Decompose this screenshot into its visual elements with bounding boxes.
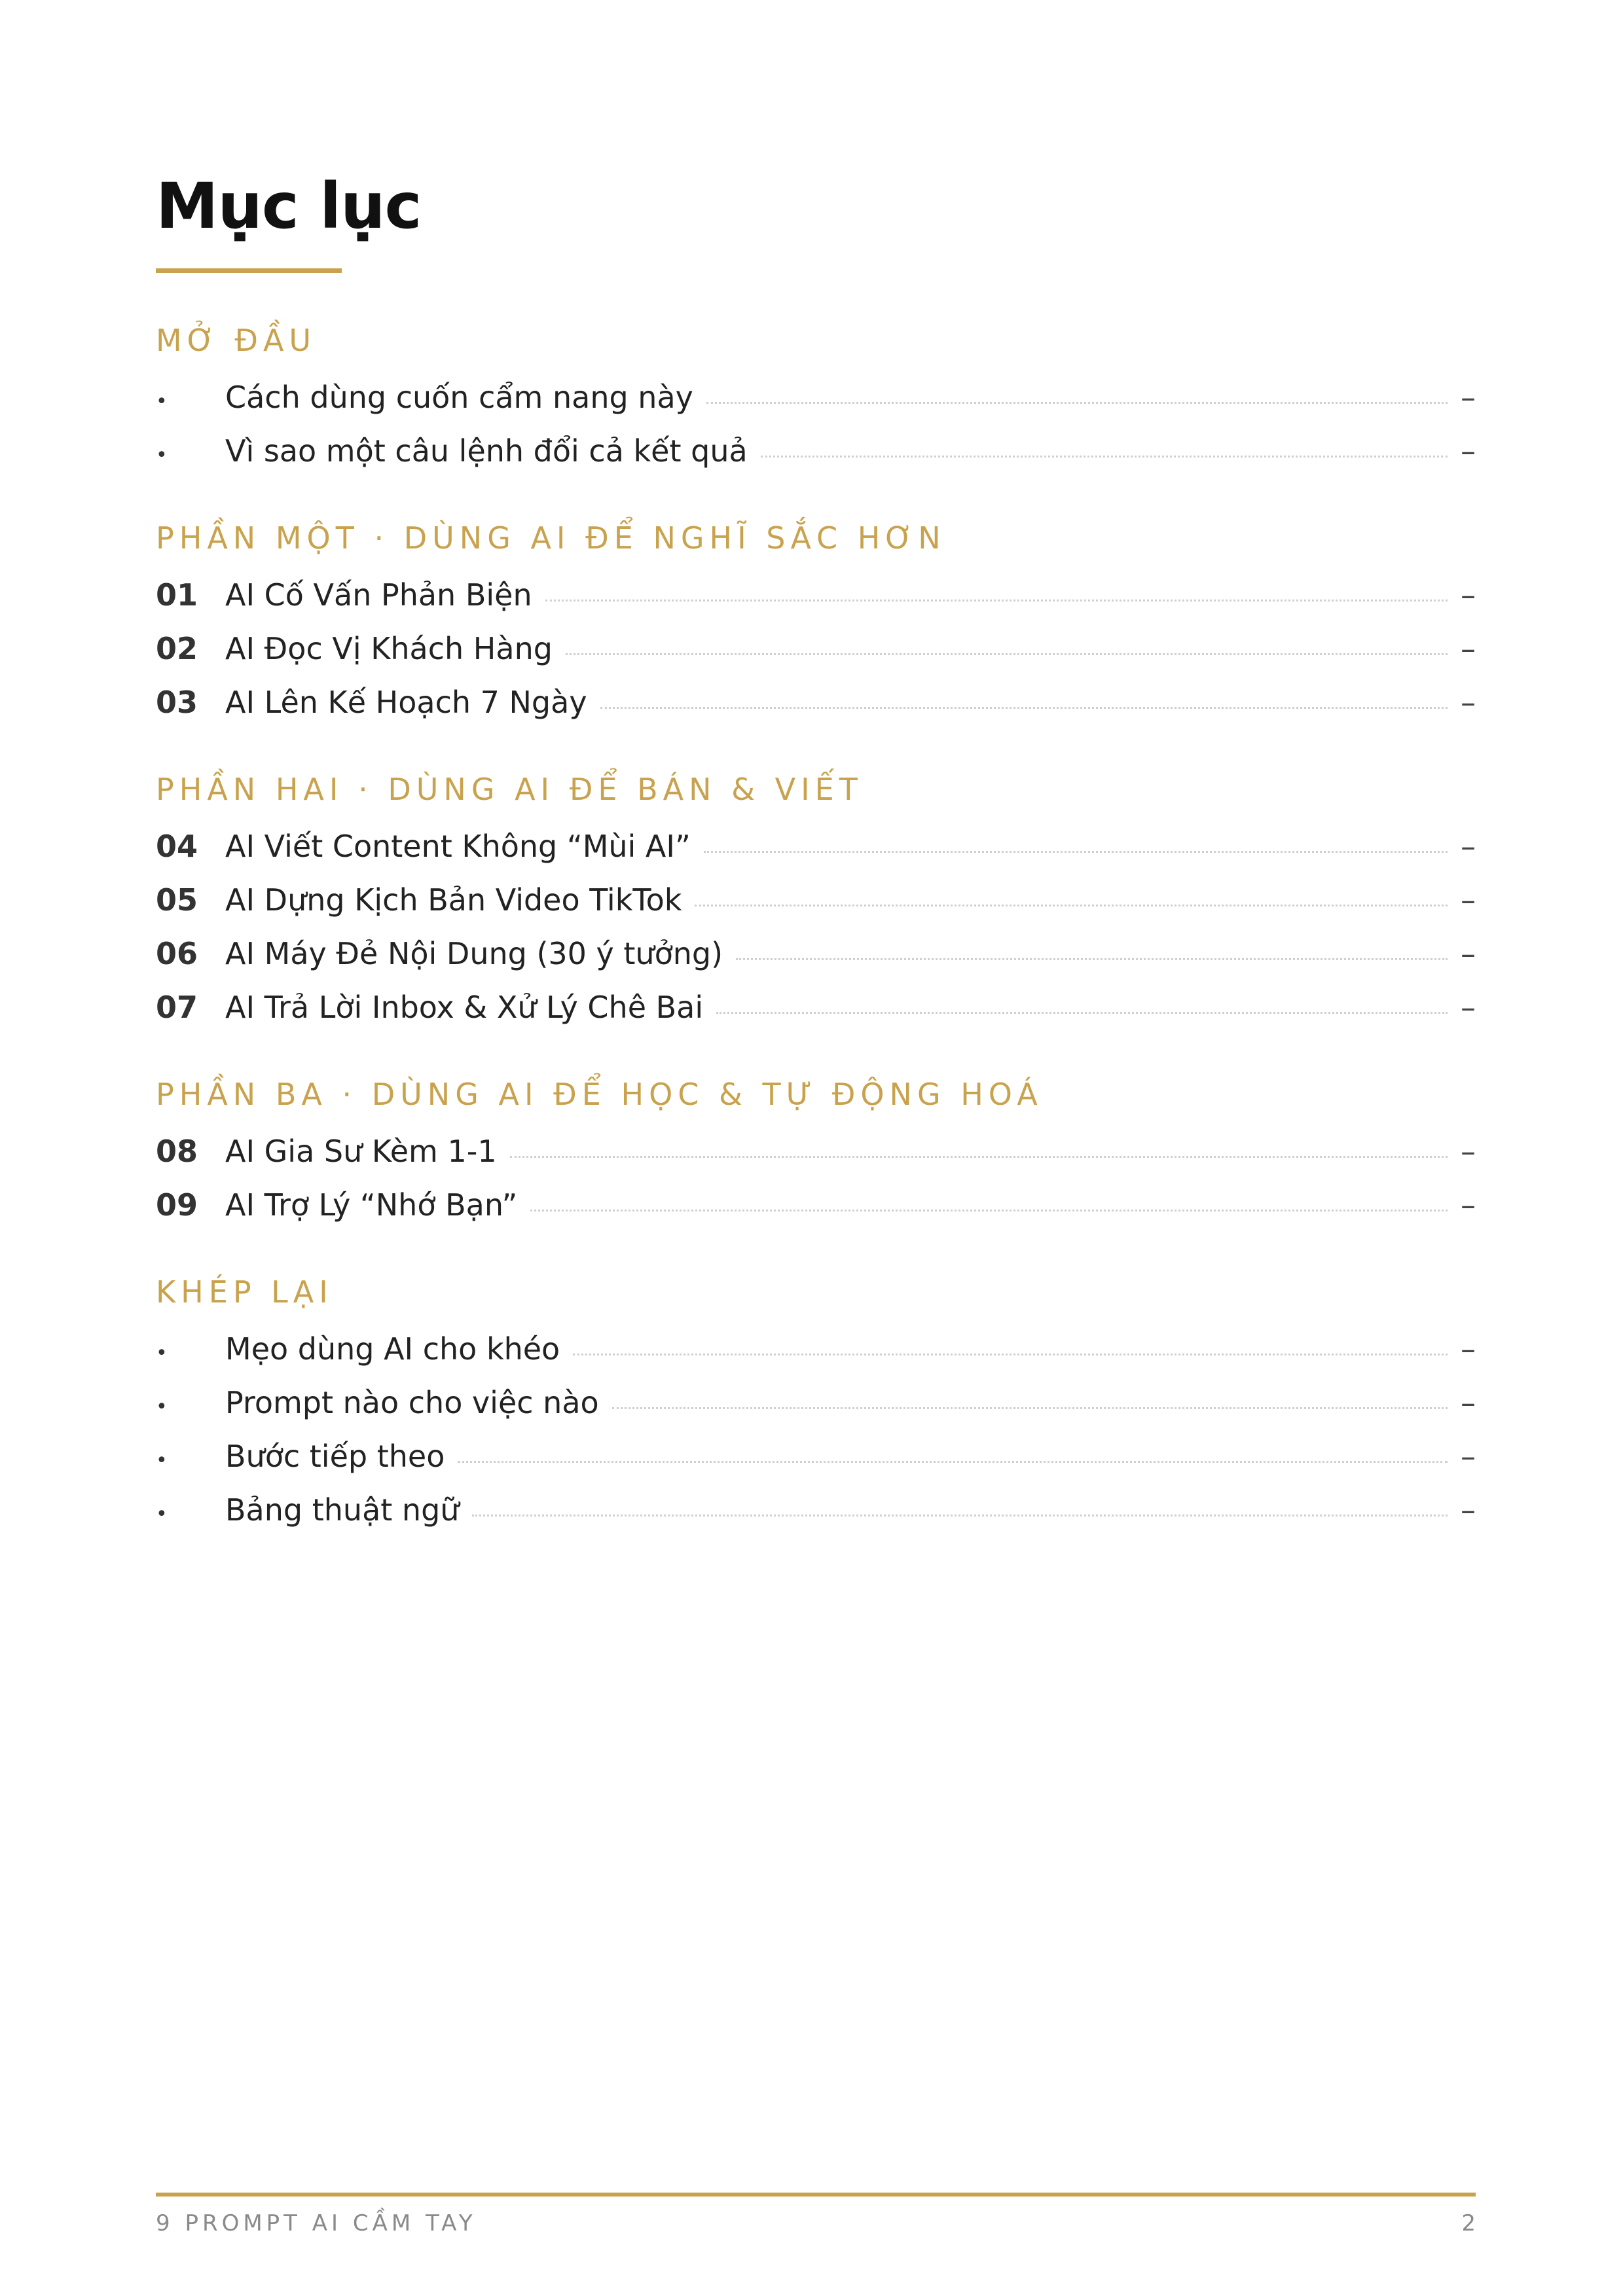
entry-label: AI Cố Vấn Phản Biện (225, 577, 532, 613)
toc-entry[interactable] (156, 1322, 1476, 1376)
entry-label: Cách dùng cuốn cẩm nang này (225, 380, 693, 415)
bullet-marker: • (156, 444, 168, 467)
section-heading: PHẦN BA · DÙNG AI ĐỂ HỌC & TỰ ĐỘNG HOÁ (156, 1077, 1043, 1112)
entry-page-number: – (1461, 829, 1476, 864)
entry-label: Bảng thuật ngữ (225, 1492, 460, 1528)
entry-page-number: – (1461, 433, 1476, 469)
entry-number: 07 (156, 990, 198, 1025)
toc-entry[interactable] (156, 568, 1476, 622)
entry-page-number: – (1461, 1439, 1476, 1474)
bullet-marker: • (156, 1342, 168, 1365)
dot-leader (704, 851, 1448, 853)
toc-section (156, 313, 1476, 478)
footer-book-title: 9 PROMPT AI CẦM TAY (156, 2210, 477, 2236)
entry-number: 08 (156, 1134, 198, 1169)
dot-leader (612, 1407, 1448, 1409)
dot-leader (736, 958, 1448, 960)
entry-number: 03 (156, 685, 198, 720)
entry-label: Prompt nào cho việc nào (225, 1385, 599, 1420)
dot-leader (472, 1515, 1448, 1516)
entry-page-number: – (1461, 1187, 1476, 1223)
entry-page-number: – (1461, 1331, 1476, 1367)
toc-entry[interactable] (156, 675, 1476, 729)
entry-page-number: – (1461, 685, 1476, 720)
dot-leader (761, 456, 1448, 457)
dot-leader (573, 1354, 1448, 1355)
entry-number: 01 (156, 577, 198, 613)
dot-leader (600, 707, 1448, 709)
dot-leader (458, 1461, 1448, 1463)
dot-leader (716, 1012, 1448, 1014)
entry-page-number: – (1461, 1385, 1476, 1420)
dot-leader (695, 905, 1448, 906)
toc-entry[interactable] (156, 1429, 1476, 1483)
entry-page-number: – (1461, 631, 1476, 666)
dot-leader (530, 1210, 1448, 1211)
entry-page-number: – (1461, 936, 1476, 971)
entry-label: AI Trả Lời Inbox & Xử Lý Chê Bai (225, 990, 704, 1025)
toc-section (156, 1265, 1476, 1537)
dot-leader (566, 653, 1448, 655)
section-heading: PHẦN HAI · DÙNG AI ĐỂ BÁN & VIẾT (156, 772, 863, 807)
entry-label: AI Gia Sư Kèm 1-1 (225, 1134, 497, 1169)
toc-entry[interactable] (156, 1483, 1476, 1537)
entry-label: AI Trợ Lý “Nhớ Bạn” (225, 1187, 518, 1223)
entry-number: 05 (156, 882, 198, 918)
toc-entry[interactable] (156, 1376, 1476, 1429)
footer-rule (156, 2193, 1476, 2197)
entry-label: AI Lên Kế Hoạch 7 Ngày (225, 685, 587, 720)
entry-number: 09 (156, 1187, 198, 1223)
dot-leader (510, 1156, 1448, 1158)
toc-entry[interactable] (156, 622, 1476, 675)
toc-entry[interactable] (156, 980, 1476, 1034)
toc-page (156, 0, 1476, 2296)
toc-entry[interactable] (156, 1178, 1476, 1232)
entry-page-number: – (1461, 1492, 1476, 1528)
entry-page-number: – (1461, 577, 1476, 613)
entry-label: Bước tiếp theo (225, 1439, 445, 1474)
title-underline (156, 268, 342, 273)
toc-section (156, 511, 1476, 729)
toc-entry[interactable] (156, 1124, 1476, 1178)
entry-label: AI Đọc Vị Khách Hàng (225, 631, 553, 666)
toc-entry[interactable] (156, 927, 1476, 980)
toc-entry[interactable] (156, 819, 1476, 873)
entry-page-number: – (1461, 380, 1476, 415)
entry-number: 06 (156, 936, 198, 971)
entry-label: Mẹo dùng AI cho khéo (225, 1331, 560, 1367)
section-heading: PHẦN MỘT · DÙNG AI ĐỂ NGHĨ SẮC HƠN (156, 520, 946, 556)
toc-entry[interactable] (156, 424, 1476, 478)
entry-page-number: – (1461, 1134, 1476, 1169)
entry-label: Vì sao một câu lệnh đổi cả kết quả (225, 433, 748, 469)
entry-label: AI Dựng Kịch Bản Video TikTok (225, 882, 682, 918)
section-heading: KHÉP LẠI (156, 1274, 333, 1310)
bullet-marker: • (156, 1503, 168, 1526)
section-heading: MỞ ĐẦU (156, 323, 317, 358)
bullet-marker: • (156, 1449, 168, 1472)
bullet-marker: • (156, 390, 168, 413)
entry-page-number: – (1461, 882, 1476, 918)
dot-leader (545, 600, 1448, 601)
bullet-marker: • (156, 1395, 168, 1418)
entry-label: AI Máy Đẻ Nội Dung (30 ý tưởng) (225, 936, 723, 971)
toc-section (156, 1067, 1476, 1232)
entry-page-number: – (1461, 990, 1476, 1025)
page-title: Mục lục (156, 170, 422, 243)
toc-section (156, 762, 1476, 1034)
entry-number: 02 (156, 631, 198, 666)
toc-entry[interactable] (156, 370, 1476, 424)
toc-entry[interactable] (156, 873, 1476, 927)
entry-number: 04 (156, 829, 198, 864)
dot-leader (706, 402, 1448, 404)
table-of-contents (156, 313, 1476, 1570)
footer-page-number: 2 (1461, 2210, 1476, 2236)
entry-label: AI Viết Content Không “Mùi AI” (225, 829, 691, 864)
